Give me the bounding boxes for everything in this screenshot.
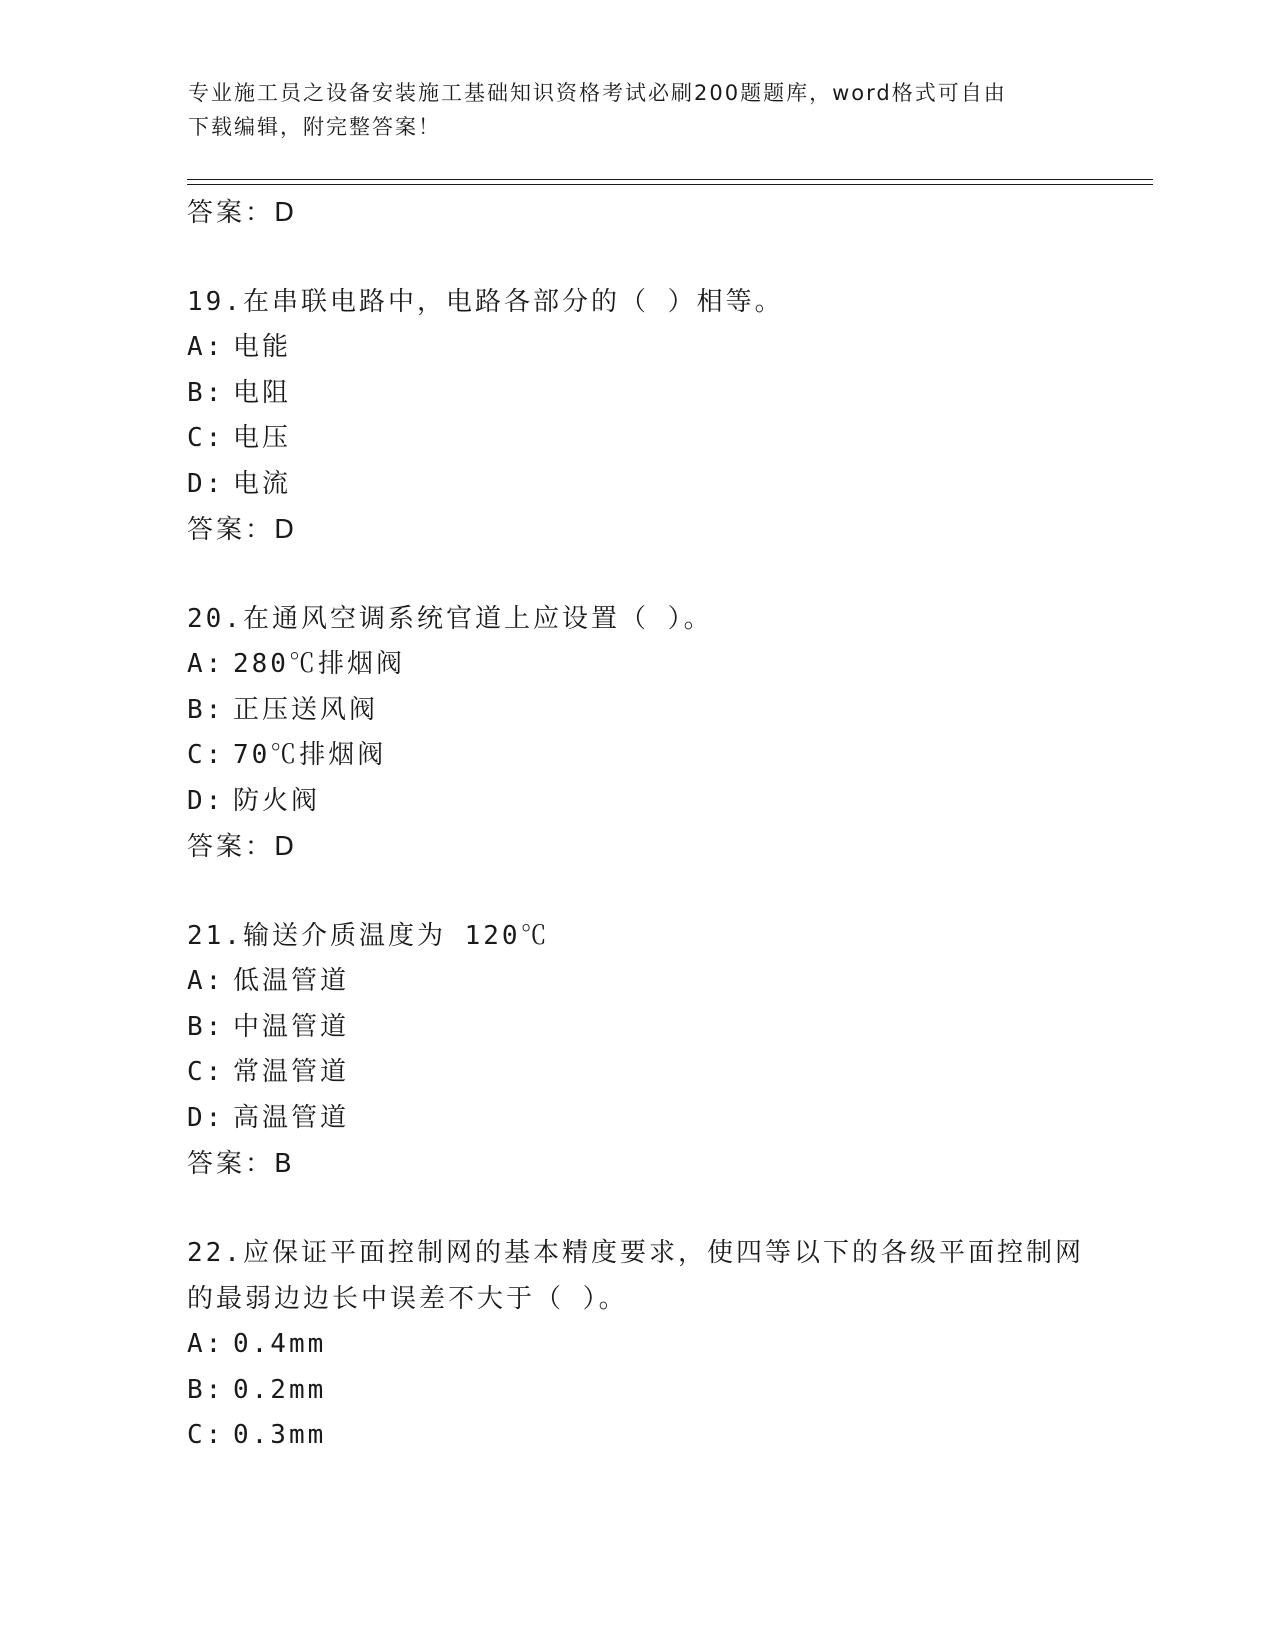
option-text: 0.2mm: [233, 1374, 327, 1405]
spacer: [187, 553, 1087, 596]
option-c: [187, 1050, 1087, 1096]
question-text: 21.输送介质温度为 120℃: [187, 921, 550, 951]
spacer: [187, 236, 1087, 279]
question-text-line-1: 22.应保证平面控制网的基本精度要求，使四等以下的各级平面控制网: [187, 1238, 1084, 1268]
header-divider-bottom: [187, 184, 1153, 185]
option-text: 电流: [233, 468, 292, 499]
option-a: [187, 325, 1087, 371]
header-divider-top: [187, 179, 1153, 180]
option-letter: C:: [187, 423, 225, 453]
option-text: 电阻: [233, 377, 292, 408]
option-b: [187, 371, 1087, 417]
option-letter: C:: [187, 740, 225, 770]
answer-line: 答案：D: [187, 832, 298, 862]
option-b: [187, 688, 1087, 734]
question-text: 20.在通风空调系统官道上应设置（ ）。: [187, 604, 713, 634]
option-a: [187, 959, 1087, 1005]
option-c: [187, 1413, 1087, 1459]
spacer: [187, 1187, 1087, 1230]
option-c: [187, 733, 1087, 779]
header-line-1: 专业施工员之设备安装施工基础知识资格考试必刷200题题库，word格式可自由: [188, 81, 1007, 105]
option-d: [187, 1096, 1087, 1142]
answer-line: 答案：D: [187, 198, 298, 228]
spacer: [187, 870, 1087, 913]
option-letter: D:: [187, 785, 225, 816]
option-text: 280℃排烟阀: [233, 649, 405, 679]
option-text: 中温管道: [233, 1011, 350, 1042]
question-block: [187, 913, 1087, 1187]
option-letter: B:: [187, 1374, 225, 1405]
option-letter: A:: [187, 1329, 225, 1359]
option-letter: A:: [187, 966, 225, 996]
option-letter: B:: [187, 694, 225, 725]
question-block: [187, 1230, 1087, 1459]
header-line-2: 下载编辑，附完整答案！: [188, 115, 441, 139]
option-text: 70℃排烟阀: [233, 740, 387, 770]
option-letter: D:: [187, 468, 225, 499]
option-letter: C:: [187, 1420, 225, 1450]
option-letter: D:: [187, 1102, 225, 1133]
answer-line: 答案：D: [187, 515, 298, 545]
option-text: 0.4mm: [233, 1329, 327, 1359]
option-b: [187, 1005, 1087, 1051]
question-text: 19.在串联电路中，电路各部分的（ ）相等。: [187, 287, 784, 317]
question-list: [187, 190, 1087, 1459]
option-c: [187, 416, 1087, 462]
question-block: [187, 279, 1087, 553]
option-letter: B:: [187, 377, 225, 408]
option-d: [187, 462, 1087, 508]
option-text: 高温管道: [233, 1102, 350, 1133]
option-letter: B:: [187, 1011, 225, 1042]
option-text: 低温管道: [233, 966, 350, 996]
option-text: 正压送风阀: [233, 694, 379, 725]
option-a: [187, 642, 1087, 688]
option-d: [187, 779, 1087, 825]
document-header: [188, 76, 1068, 144]
option-text: 防火阀: [233, 785, 321, 816]
question-text-line-2: 的最弱边边长中误差不大于（ ）。: [187, 1284, 628, 1314]
option-text: 电压: [233, 423, 292, 453]
option-letter: A:: [187, 332, 225, 362]
option-text: 常温管道: [233, 1057, 350, 1087]
option-a: [187, 1322, 1087, 1368]
question-block: [187, 596, 1087, 870]
option-b: [187, 1368, 1087, 1414]
option-text: 电能: [233, 332, 292, 362]
answer-line: 答案：B: [187, 1149, 295, 1179]
option-text: 0.3mm: [233, 1420, 327, 1450]
option-letter: C:: [187, 1057, 225, 1087]
option-letter: A:: [187, 649, 225, 679]
